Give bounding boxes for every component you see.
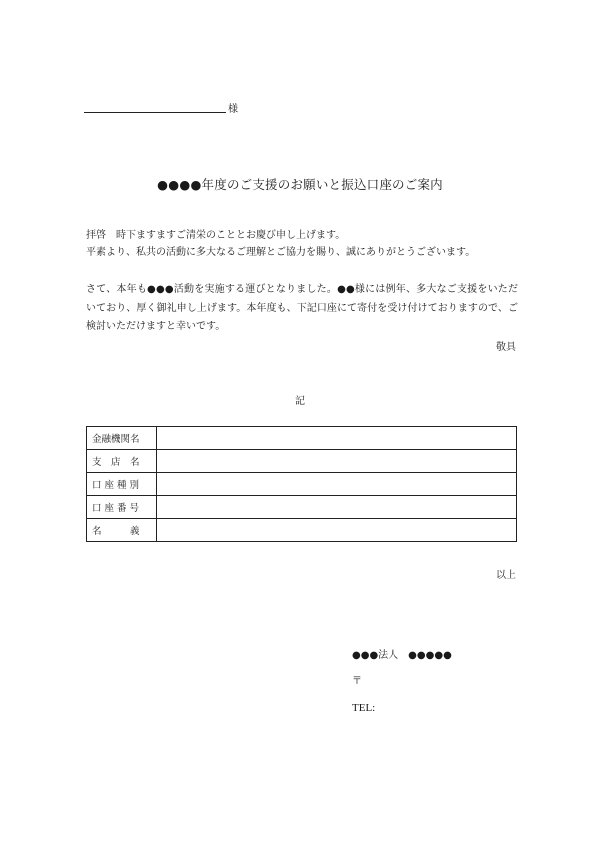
account-type-value xyxy=(157,473,517,496)
greeting-line-1: 拝啓 時下ますますご清栄のこととお慶び申し上げます。 xyxy=(86,230,346,241)
sender-organization: ●●●法人 ●●●●● xyxy=(352,650,452,661)
postal-mark: 〒 xyxy=(352,676,362,687)
bank-name-value xyxy=(157,427,517,450)
account-type-label: 口 座 種 別 xyxy=(87,473,157,496)
tel-label: TEL: xyxy=(352,702,376,714)
account-number-value xyxy=(157,496,517,519)
branch-name-value xyxy=(157,450,517,473)
closing-keigu: 敬具 xyxy=(496,342,516,353)
table-row xyxy=(87,473,517,496)
account-holder-value xyxy=(157,519,517,542)
bank-account-table xyxy=(86,426,517,542)
body-paragraph: さて、本年も●●●活動を実施する運びとなりました。●●様には例年、多大なご支援をいただいており、厚く御礼申し上げます。本年度も、下記口座にて寄付を受け付けておりますので、ご検討いただけますと幸いです。 xyxy=(86,284,518,332)
table-row xyxy=(87,496,517,519)
ijo-closing: 以上 xyxy=(496,570,516,581)
greeting-block xyxy=(86,227,526,261)
addressee-honorific: 様 xyxy=(228,104,238,115)
addressee-name-line xyxy=(84,112,226,113)
account-holder-label: 名 義 xyxy=(87,519,157,542)
account-number-label: 口 座 番 号 xyxy=(87,496,157,519)
table-row xyxy=(87,450,517,473)
greeting-line-2: 平素より、私共の活動に多大なるご理解とご協力を賜り、誠にありがとうございます。 xyxy=(86,247,476,258)
table-row xyxy=(87,519,517,542)
main-body xyxy=(86,281,518,337)
ki-heading: 記 xyxy=(295,396,305,407)
bank-name-label: 金融機関名 xyxy=(87,427,157,450)
document-title: ●●●●年度のご支援のお願いと振込口座のご案内 xyxy=(157,177,443,192)
sender-block xyxy=(352,643,452,721)
branch-name-label: 支 店 名 xyxy=(87,450,157,473)
table-row xyxy=(87,427,517,450)
